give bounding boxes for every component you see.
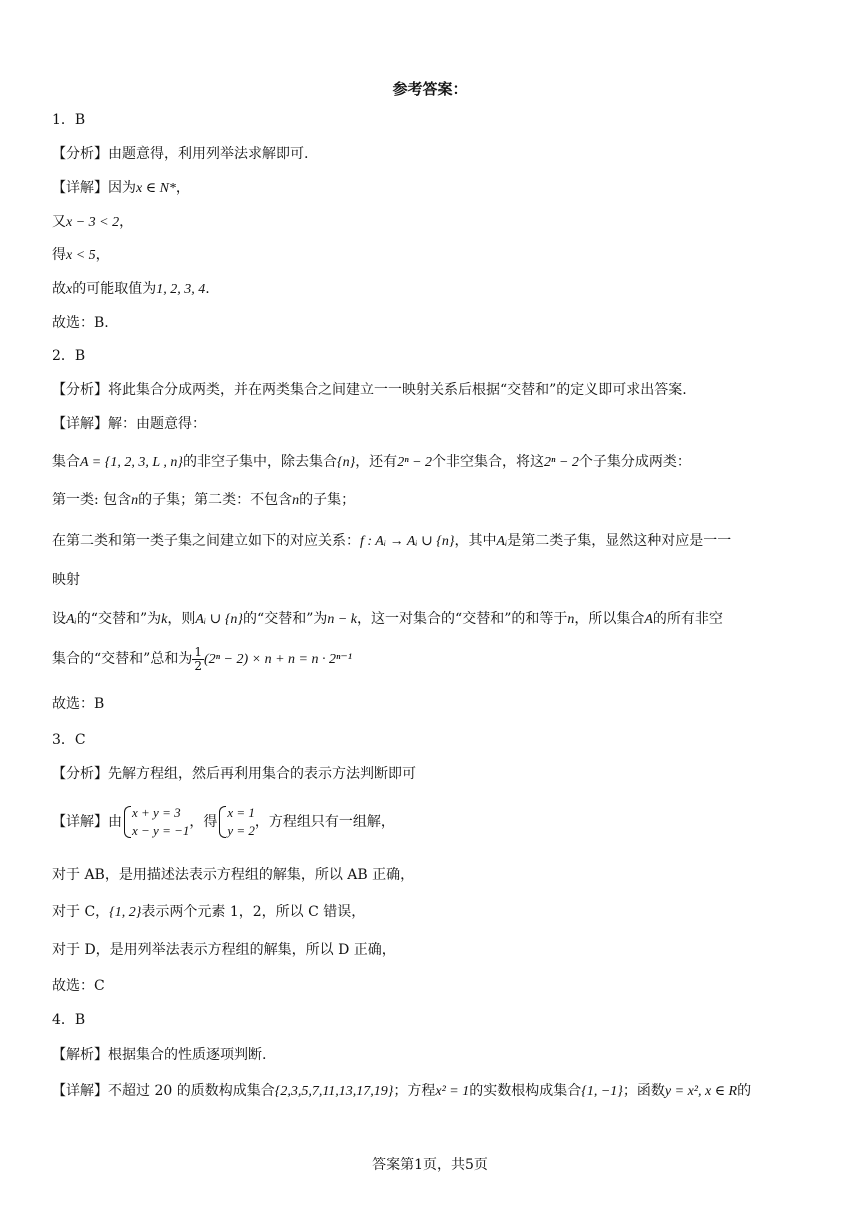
q1-detail-label: 【详解】因为 xyxy=(52,180,136,196)
q1-line2 xyxy=(52,212,133,233)
q4-detail-e: 的 xyxy=(737,1083,752,1099)
q2-l3-map: f : Aᵢ → Aᵢ ∪ {n} xyxy=(360,534,455,549)
q2-l1-d: 个非空集合，将这 xyxy=(432,454,545,470)
q4-answer: 4．B xyxy=(52,1012,86,1028)
q4-detail xyxy=(52,1081,751,1102)
q2-l2-a: 第一类: 包含 xyxy=(52,492,132,508)
q2-l3-a: 在第二类和第一类子集之间建立如下的对应关系： xyxy=(52,533,360,549)
q2-l5-d: 的“交替和”为 xyxy=(243,611,328,627)
q2-l3-ai: Aᵢ xyxy=(496,534,508,549)
q1-line3 xyxy=(52,245,110,266)
q3-detail xyxy=(52,800,395,844)
q2-l5-g: 的所有非空 xyxy=(652,611,723,627)
q2-detail: 【详解】解：由题意得： xyxy=(52,416,206,432)
q2-l1-e: 个子集分成两类： xyxy=(578,454,691,470)
q2-l5-nk: n − k xyxy=(327,612,358,627)
q2-l5-n: n xyxy=(567,612,575,627)
q2-l5-A: A xyxy=(644,612,653,627)
q3-detail-b: ，得 xyxy=(189,814,218,830)
q1-choose: 故选：B. xyxy=(52,315,109,331)
q1-l3-a: 得 xyxy=(52,247,66,263)
q2-analysis: 【分析】将此集合分成两类，并在两类集合之间建立一一映射关系后根据“交替和”的定义即可求出答案. xyxy=(52,382,687,398)
q2-l1-set: A = {1, 2, 3, L , n} xyxy=(80,455,183,470)
sys1-eq2: x − y = −1 xyxy=(132,823,190,838)
q2-l3-b: ，其中 xyxy=(454,533,497,549)
one-half-fraction xyxy=(192,646,204,673)
q2-l5-e: ，这一对集合的“交替和”的和等于 xyxy=(357,611,568,627)
q4-analysis: 【解析】根据集合的性质逐项判断. xyxy=(52,1047,267,1063)
q3-detail-c: ，方程组只有一组解， xyxy=(254,814,395,830)
q2-l5-c: ，则 xyxy=(167,611,196,627)
sys2-eq2: y = 2 xyxy=(227,823,255,838)
q3-l2-b: 表示两个元素 1，2，所以 C 错误， xyxy=(141,904,366,920)
q2-choose: 故选：B xyxy=(52,696,105,712)
q3-l2-set: {1, 2} xyxy=(109,905,142,920)
q4-roots: {1, −1} xyxy=(581,1084,623,1099)
q3-l2-a: 对于 C， xyxy=(52,904,110,920)
q3-analysis: 【分析】先解方程组，然后再利用集合的表示方法判断即可 xyxy=(52,766,416,782)
q2-line3 xyxy=(52,531,731,552)
q1-l4-b: 的可能取值为 xyxy=(72,281,157,297)
q2-l6-expr: (2ⁿ − 2) × n + n = n · 2ⁿ⁻¹ xyxy=(203,652,352,667)
q1-l4-vals: 1, 2, 3, 4 xyxy=(156,282,206,297)
q1-detail-end: ， xyxy=(175,180,190,196)
q2-l2-n2: n xyxy=(292,493,300,508)
q2-l1-b: 的非空子集中，除去集合 xyxy=(182,454,337,470)
q3-line3: 对于 D，是用列举法表示方程组的解集，所以 D 正确， xyxy=(52,942,396,958)
q2-l3-c: 是第二类子集，显然这种对应是一一 xyxy=(507,533,732,549)
q2-l5-k: k xyxy=(161,612,168,627)
fraction-numerator: 1 xyxy=(194,644,202,659)
q2-l6-a: 集合的“交替和”总和为 xyxy=(52,651,193,667)
q2-line5 xyxy=(52,609,723,630)
q3-line1: 对于 AB，是用描述法表示方程组的解集，所以 AB 正确， xyxy=(52,867,415,883)
q2-l1-cnt: 2ⁿ − 2 xyxy=(397,455,433,470)
q2-l2-b: 的子集；第二类：不包含 xyxy=(138,492,293,508)
q1-analysis: 【分析】由题意得，利用列举法求解即可. xyxy=(52,146,309,162)
q2-l5-a: 设 xyxy=(52,611,66,627)
q2-l1-cnt2: 2ⁿ − 2 xyxy=(544,455,579,470)
q1-answer: 1．B xyxy=(52,112,86,128)
q4-detail-a: 【详解】不超过 20 的质数构成集合 xyxy=(52,1083,275,1099)
q2-l2-c: 的子集； xyxy=(299,492,356,508)
q2-l5-ai: Aᵢ xyxy=(66,612,77,627)
q2-l2-n: n xyxy=(131,493,139,508)
q4-eq: x² = 1 xyxy=(435,1084,470,1099)
fraction-denominator: 2 xyxy=(194,658,202,673)
q2-l1-c: ，还有 xyxy=(355,454,398,470)
q1-l4-a: 故 xyxy=(52,281,66,297)
q2-l5-f: ，所以集合 xyxy=(574,611,645,627)
q1-l2-end: ， xyxy=(119,214,134,230)
q3-detail-a: 【详解】由 xyxy=(52,814,122,830)
q2-line2 xyxy=(52,490,355,511)
q1-l3-end: ， xyxy=(95,247,110,263)
q3-line2 xyxy=(52,902,365,923)
q4-detail-d: ；函数 xyxy=(622,1083,665,1099)
page-title: 参考答案： xyxy=(392,80,468,98)
q4-detail-b: ；方程 xyxy=(393,1083,436,1099)
sys1-eq1: x + y = 3 xyxy=(132,805,181,820)
q1-l4-end: . xyxy=(205,281,210,297)
q1-l4-var: x xyxy=(66,282,73,297)
q4-primes: {2,3,5,7,11,13,17,19} xyxy=(274,1084,394,1099)
q1-l2-a: 又 xyxy=(52,214,66,230)
q1-detail xyxy=(52,178,190,199)
q1-l3-expr: x < 5 xyxy=(66,248,96,263)
q4-detail-c: 的实数根构成集合 xyxy=(469,1083,582,1099)
q2-l1-n: {n} xyxy=(336,455,356,470)
page-footer: 答案第1页，共5页 xyxy=(372,1157,488,1173)
q3-answer: 3．C xyxy=(52,732,86,748)
q2-answer: 2．B xyxy=(52,348,86,364)
q2-l1-a: 集合 xyxy=(52,454,80,470)
q2-l5-set: Aᵢ ∪ {n} xyxy=(195,612,244,627)
q4-func: y = x², x ∈ R xyxy=(664,1084,738,1099)
q2-line4: 映射 xyxy=(52,572,80,588)
q2-l5-b: 的“交替和”为 xyxy=(76,611,162,627)
q1-l2-expr: x − 3 < 2 xyxy=(66,215,120,230)
q1-line4 xyxy=(52,279,210,300)
sys2-eq1: x = 1 xyxy=(227,805,255,820)
equation-system-1 xyxy=(122,804,189,840)
q2-line6 xyxy=(52,645,352,674)
q2-line1 xyxy=(52,452,691,473)
equation-system-2 xyxy=(217,804,255,840)
q1-detail-expr: x ∈ N* xyxy=(136,181,176,196)
q3-choose: 故选：C xyxy=(52,978,105,994)
